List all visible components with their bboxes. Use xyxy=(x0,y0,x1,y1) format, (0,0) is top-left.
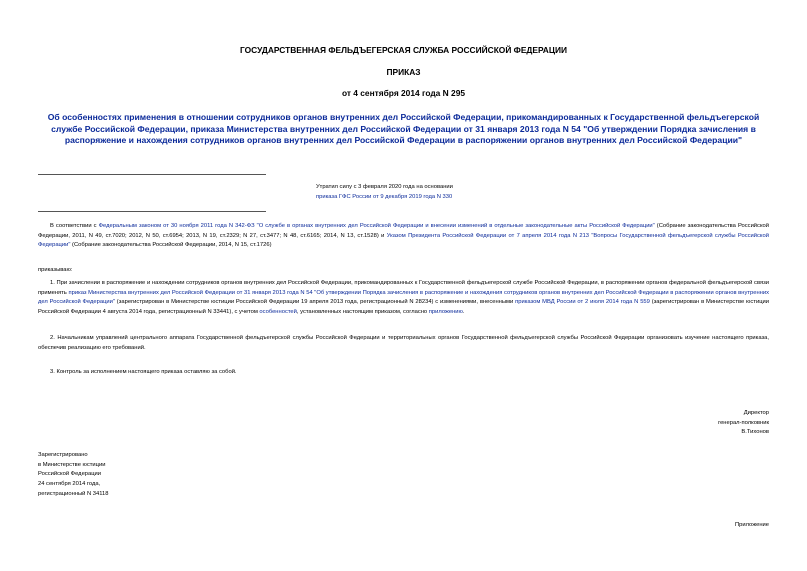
item-1-text-2: (зарегистрирован в Министерстве юстиции Российской Федерации 19 апреля 2013 года, регистрационный N 28234) с изменениями, внесенными xyxy=(114,299,516,306)
registration-line-5: регистрационный N 34118 xyxy=(38,490,109,497)
agency-heading: ГОСУДАРСТВЕННАЯ ФЕЛЬДЪЕГЕРСКАЯ СЛУЖБА РОССИЙСКОЙ ФЕДЕРАЦИИ xyxy=(239,45,568,55)
item-3-paragraph xyxy=(38,368,769,378)
registration-line-4: 24 сентября 2014 года, xyxy=(38,481,101,488)
signature-name: В.Тихонов xyxy=(741,429,769,436)
signature-block xyxy=(600,409,769,438)
title-link[interactable]: особенностях применения в отношении сотрудников органов внутренних дел Российской Федерации, прикомандированных к Государственной фельдъегерской службе Российской Федерации, приказа Министерства внутренних дел Российской Федерации от 31 января 2013 года N 54 "Об утверждении Порядка зачисления в распоряжение и нахождения сотрудников органов внутренних дел Российской Федерации в распоряжении органов внутренних дел Российской Федерации" xyxy=(51,112,760,145)
item-3-text: 3. Контроль за исполнением настоящего приказа оставляю за собой. xyxy=(50,369,237,375)
features-link[interactable]: особенностей xyxy=(259,309,297,316)
signature-rank: генерал-полковник xyxy=(718,419,769,426)
preamble-paragraph xyxy=(38,222,769,251)
item-1-text-1: 1. При зачислении в распоряжение и нахождении сотрудников органов внутренних дел Российской Федерации, прикомандированных к Государственной фельдъегерской службе Российской Федерации, в распоряжении органов федеральной фельдъегерской связи применять xyxy=(38,280,769,296)
document-title xyxy=(40,112,767,147)
item-1-text-4: , установленных настоящим приказом, согласно xyxy=(296,309,429,316)
preamble-text-1: В соответствии с xyxy=(50,223,99,229)
registration-block xyxy=(38,451,278,500)
status-note-link[interactable]: приказа ГФС России от 9 декабря 2019 года N 330 xyxy=(316,193,453,200)
federal-law-link[interactable]: Федеральным законом от 30 ноября 2011 года N 342-ФЗ "О службе в органах внутренних дел Российской Федерации и внесении изменений в отдельные законодательные акты Российской Федерации" xyxy=(98,223,655,229)
signature-position: Директор xyxy=(743,410,769,416)
item-1-text-5: . xyxy=(462,309,465,316)
registration-line-1: Зарегистрировано xyxy=(38,452,88,458)
registration-line-2: в Министерстве юстиции xyxy=(38,461,106,468)
mvd-order-559-link[interactable]: приказом МВД России от 2 июля 2014 года N 559 xyxy=(515,299,650,306)
registration-line-3: Российской Федерации xyxy=(38,471,102,478)
orders-word: приказываю: xyxy=(38,267,73,273)
item-2-text: 2. Начальникам управлений центрального аппарата Государственной фельдъегерской службы Российской Федерации и территориальных органов Государственной фельдъегерской службы Российской Федерации организовать изучение настоящего приказа, обеспечив реализацию его требований. xyxy=(38,335,769,351)
preamble-text-3: (Собрание законодательства Российской Федерации, 2014, N 15, ст.1726) xyxy=(70,242,272,249)
status-note-text: Утратил силу с 3 февраля 2020 года на основании xyxy=(316,184,453,190)
item-1-text-3: (зарегистрирован в Министерстве юстиции Российской Федерации 4 августа 2014 года, регистрационный N 33441), с учетом xyxy=(38,299,769,316)
mvd-order-54-link[interactable]: приказ Министерства внутренних дел Российской Федерации от 31 января 2013 года N 54 "Об утверждении Порядка зачисления в распоряжение и нахождения сотрудников органов внутренних дел Российской Федерации в распоряжении органов внутренних дел Российской Федерации" xyxy=(38,289,770,306)
presidential-decree-link[interactable]: Указом Президента Российской Федерации от 7 апреля 2014 года N 213 "Вопросы Государственной фельдъегерской службы Российской Федерации" xyxy=(38,232,769,249)
document-date-number: от 4 сентября 2014 года N 295 xyxy=(341,88,466,98)
item-2-paragraph xyxy=(38,334,769,353)
document-type: ПРИКАЗ xyxy=(386,67,421,77)
top-divider xyxy=(38,174,266,175)
title-prefix: Об xyxy=(47,112,63,122)
status-note xyxy=(316,183,616,202)
appendix-link[interactable]: приложению xyxy=(428,309,463,316)
item-1-paragraph xyxy=(38,279,769,318)
bottom-divider xyxy=(38,211,266,212)
preamble-text-2: (Собрание законодательства Российской Федерации, 2011, N 49, ст.7020; 2012, N 50, ст.6954; 2013, N 19, ст.2329; N 27, ст.3477; N 48, ст.6165; 2014, N 13, ст.1528) и xyxy=(38,223,770,239)
appendix-label: Приложение xyxy=(734,522,769,528)
